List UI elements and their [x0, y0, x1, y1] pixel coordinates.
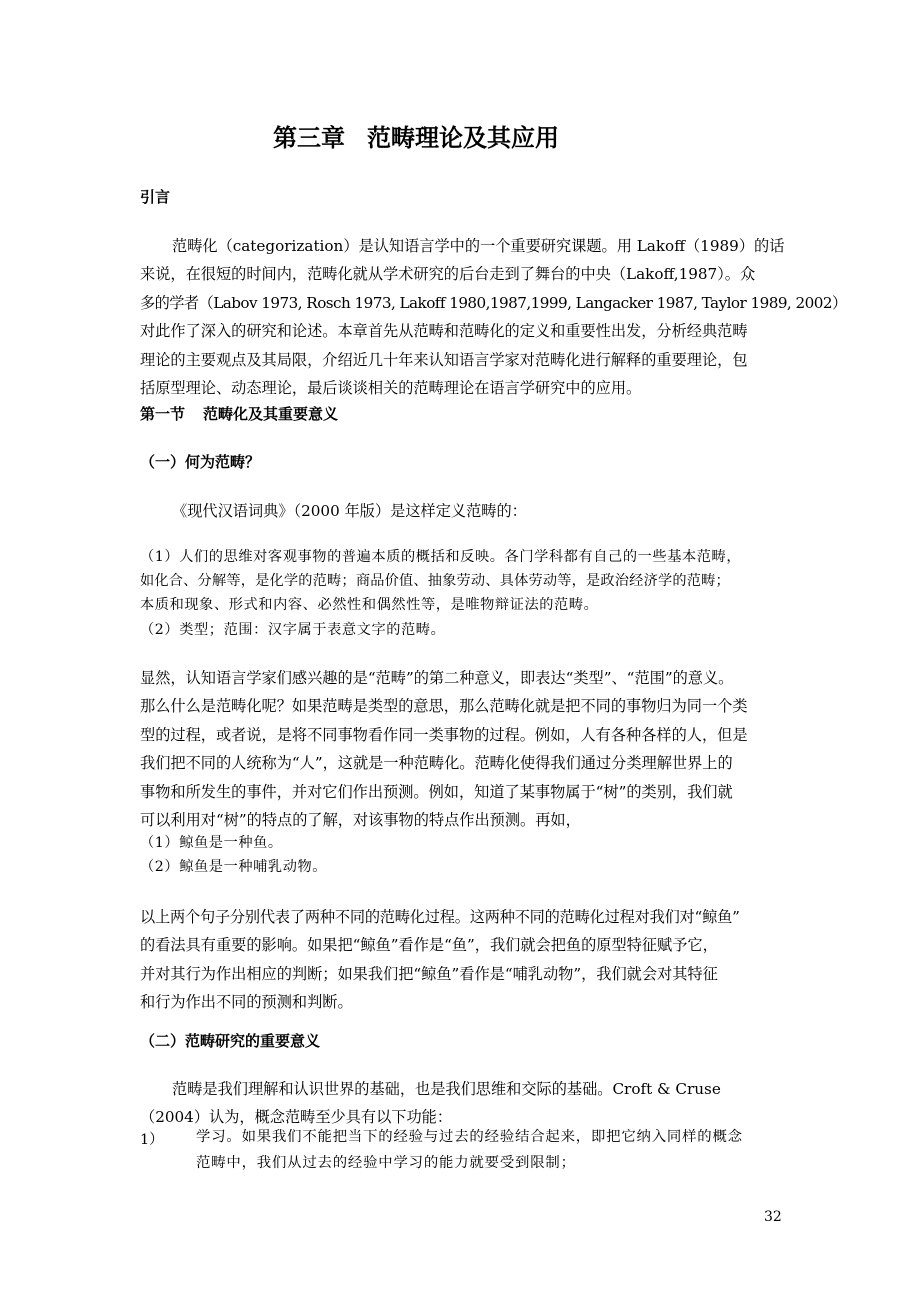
importance-line: 范畴是我们理解和认识世界的基础，也是我们思维和交际的基础。Croft & Cruse — [172, 1080, 721, 1098]
intro-line: 括原型理论、动态理论，最后谈谈相关的范畴理论在语言学研究中的应用。 — [140, 379, 642, 398]
definition-line: 如化合、分解等，是化学的范畴；商品价值、抽象劳动、具体劳动等，是政治经济学的范畴； — [140, 573, 730, 590]
section-heading — [140, 403, 338, 424]
intro-heading: 引言 — [140, 188, 171, 206]
chapter-name: 范畴理论及其应用 — [367, 124, 559, 152]
analysis-line: 的看法具有重要的影响。如果把“鲸鱼”看作是“鱼”，我们就会把鱼的原型特征赋予它， — [140, 936, 718, 955]
intro-line: 范畴化（categorization）是认知语言学中的一个重要研究课题。用 Lakoff（1989）的话 — [172, 237, 785, 255]
example-line: （1）鲸鱼是一种鱼。 — [140, 835, 283, 851]
examples-block — [140, 831, 327, 879]
definition-block — [140, 545, 741, 642]
section-number: 第一节 — [140, 405, 186, 423]
subsection-heading: （一）何为范畴？ — [140, 453, 261, 471]
intro-line: 对此作了深入的研究和论述。本章首先从范畴和范畴化的定义和重要性出发，分析经典范畴 — [140, 322, 748, 341]
discussion-line: 可以利用对“树”的特点的了解，对该事物的特点作出预测。再如， — [140, 811, 581, 830]
discussion-line: 显然，认知语言学家们感兴趣的是“范畴”的第二种意义，即表达“类型”、“范围”的意义。 — [140, 669, 734, 687]
intro-line: 理论的主要观点及其局限，介绍近几十年来认知语言学家对范畴化进行解释的重要理论，包 — [140, 350, 748, 369]
list-item-line: 学习。如果我们不能把当下的经验与过去的经验结合起来，即把它纳入同样的概念 — [196, 1129, 743, 1145]
definition-line: 本质和现象、形式和内容、必然性和偶然性等，是唯物辩证法的范畴。 — [140, 597, 599, 614]
discussion-paragraph — [140, 664, 782, 834]
page-number: 32 — [764, 1209, 782, 1225]
definition-line: （2）类型；范围：汉字属于表意文字的范畴。 — [140, 621, 446, 638]
discussion-line: 事物和所发生的事件，并对它们作出预测。例如，知道了某事物属于“树”的类别，我们就 — [140, 782, 733, 801]
intro-paragraph — [140, 232, 847, 402]
example-line: （2）鲸鱼是一种哺乳动物。 — [140, 859, 328, 876]
intro-line: 多的学者（Labov 1973, Rosch 1973, Lakoff 1980,1987,1999, Langacker 1987, Taylor 1989, 2002） — [140, 293, 847, 312]
definition-line: （1）人们的思维对客观事物的普遍本质的概括和反映。各门学科都有自己的一些基本范畴， — [140, 549, 742, 565]
chapter-title — [0, 118, 832, 153]
discussion-line: 型的过程，或者说，是将不同事物看作同一类事物的过程。例如，人有各种各样的人，但是 — [140, 725, 748, 744]
analysis-line: 以上两个句子分别代表了两种不同的范畴化过程。这两种不同的范畴化过程对我们对“鲸鱼” — [140, 908, 740, 926]
section-title: 范畴化及其重要意义 — [203, 405, 339, 423]
subsection-heading: （二）范畴研究的重要意义 — [140, 1032, 321, 1050]
analysis-paragraph — [140, 903, 782, 1017]
chapter-number: 第三章 — [273, 124, 345, 152]
analysis-line: 和行为作出不同的预测和判断。 — [140, 993, 353, 1012]
intro-line: 来说，在很短的时间内，范畴化就从学术研究的后台走到了舞台的中央（Lakoff,1987）。众 — [140, 265, 756, 284]
importance-line: （2004）认为，概念范畴至少具有以下功能： — [140, 1108, 453, 1127]
analysis-line: 并对其行为作出相应的判断；如果我们把“鲸鱼”看作是“哺乳动物”，我们就会对其特征 — [140, 964, 718, 983]
list-item-line: 范畴中，我们从过去的经验中学习的能力就要受到限制； — [196, 1155, 576, 1171]
list-item — [196, 1124, 743, 1176]
discussion-line: 那么什么是范畴化呢？如果范畴是类型的意思，那么范畴化就是把不同的事物归为同一个类 — [140, 697, 748, 716]
dictionary-intro: 《现代汉语词典》（2000 年版）是这样定义范畴的： — [172, 502, 527, 520]
list-item-number: 1） — [140, 1132, 164, 1148]
discussion-line: 我们把不同的人统称为“人”，这就是一种范畴化。范畴化使得我们通过分类理解世界上的 — [140, 754, 733, 773]
